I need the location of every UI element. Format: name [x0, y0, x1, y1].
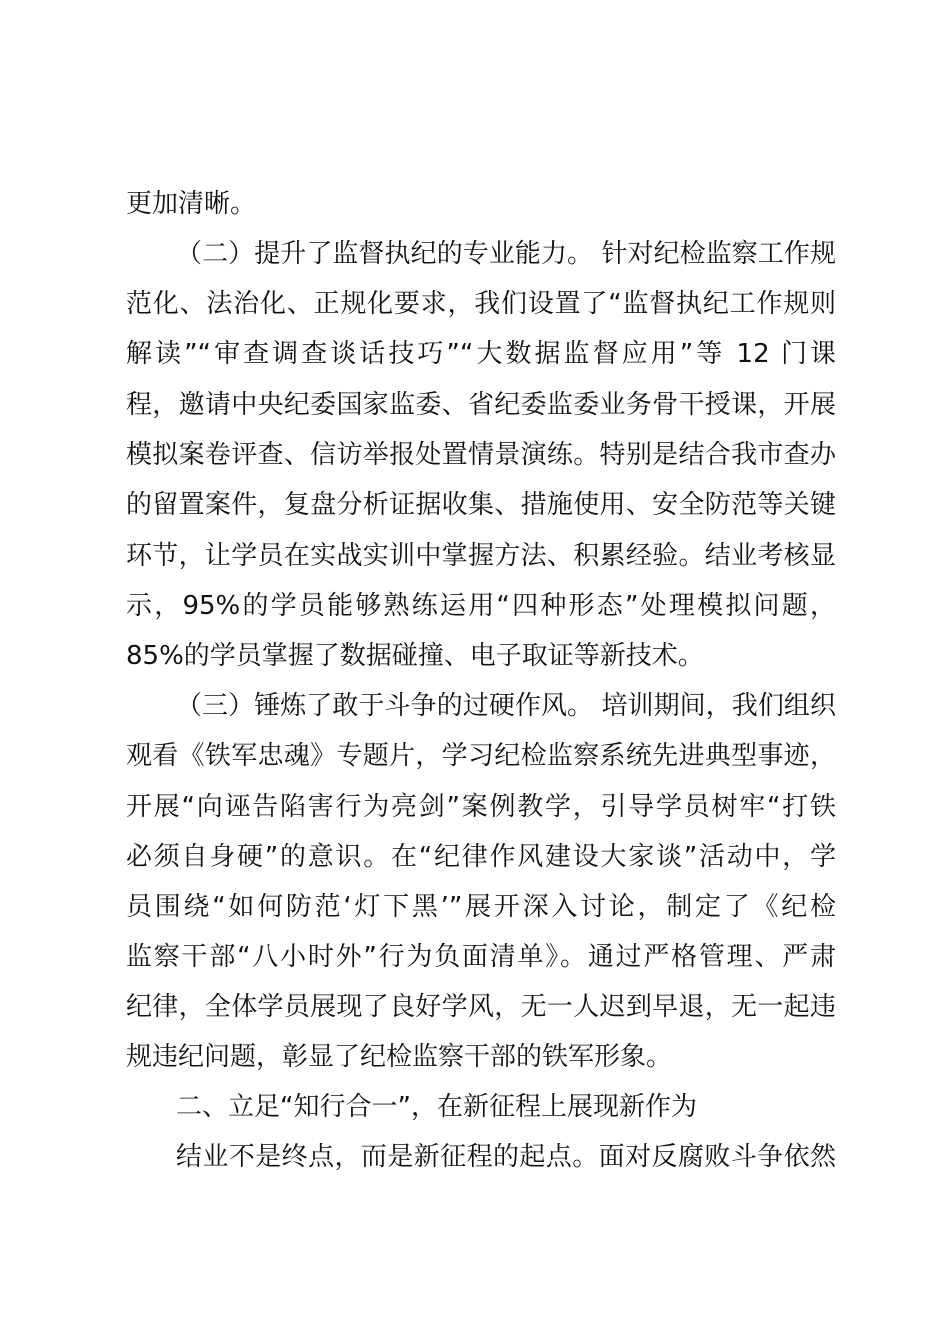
- text-line-18: 规违纪问题，彰显了纪检监察干部的铁军形象。: [126, 1042, 673, 1072]
- text-line-5: 程，邀请中央纪委国家监委、省纪委监委业务骨干授课，开展: [126, 390, 836, 420]
- text-line-4: 解读”“审查调查谈话技巧”“大数据监督应用”等 12 门课: [126, 339, 836, 369]
- text-line-1: 更加清晰。: [126, 189, 257, 219]
- text-line-7: 的留置案件，复盘分析证据收集、措施使用、安全防范等关键: [126, 490, 836, 520]
- text-line-6: 模拟案卷评查、信访举报处置情景演练。特别是结合我市查办: [126, 440, 836, 470]
- chapter-heading-two: 二、立足“知行合一”，在新征程上展现新作为: [176, 1092, 697, 1122]
- text-line-3: 范化、法治化、正规化要求，我们设置了“监督执纪工作规则: [126, 289, 836, 319]
- text-line-9: 示，95%的学员能够熟练运用“四种形态”处理模拟问题，: [126, 591, 836, 621]
- text-line-20: 结业不是终点，而是新征程的起点。面对反腐败斗争依然: [176, 1142, 836, 1172]
- text-line-15: 员围绕“如何防范‘灯下黑’”展开深入讨论，制定了《纪检: [126, 892, 836, 922]
- text-line-12: 观看《铁军忠魂》专题片，学习纪检监察系统先进典型事迹，: [126, 741, 836, 771]
- text-line-16: 监察干部“八小时外”行为负面清单》。通过严格管理、严肃: [126, 942, 836, 972]
- text-line-10: 85%的学员掌握了数据碰撞、电子取证等新技术。: [126, 641, 704, 671]
- text-line-8: 环节，让学员在实战实训中掌握方法、积累经验。结业考核显: [126, 541, 836, 571]
- text-line-14: 必须自身硬”的意识。在“纪律作风建设大家谈”活动中，学: [126, 842, 836, 872]
- text-line-17: 纪律，全体学员展现了良好学风，无一人迟到早退，无一起违: [126, 992, 836, 1022]
- section-heading-two: （二）提升了监督执纪的专业能力。 针对纪检监察工作规: [176, 239, 836, 269]
- section-heading-three: （三）锤炼了敢于斗争的过硬作风。 培训期间，我们组织: [176, 691, 836, 721]
- text-line-13: 开展“向诬告陷害行为亮剑”案例教学，引导学员树牢“打铁: [126, 792, 836, 822]
